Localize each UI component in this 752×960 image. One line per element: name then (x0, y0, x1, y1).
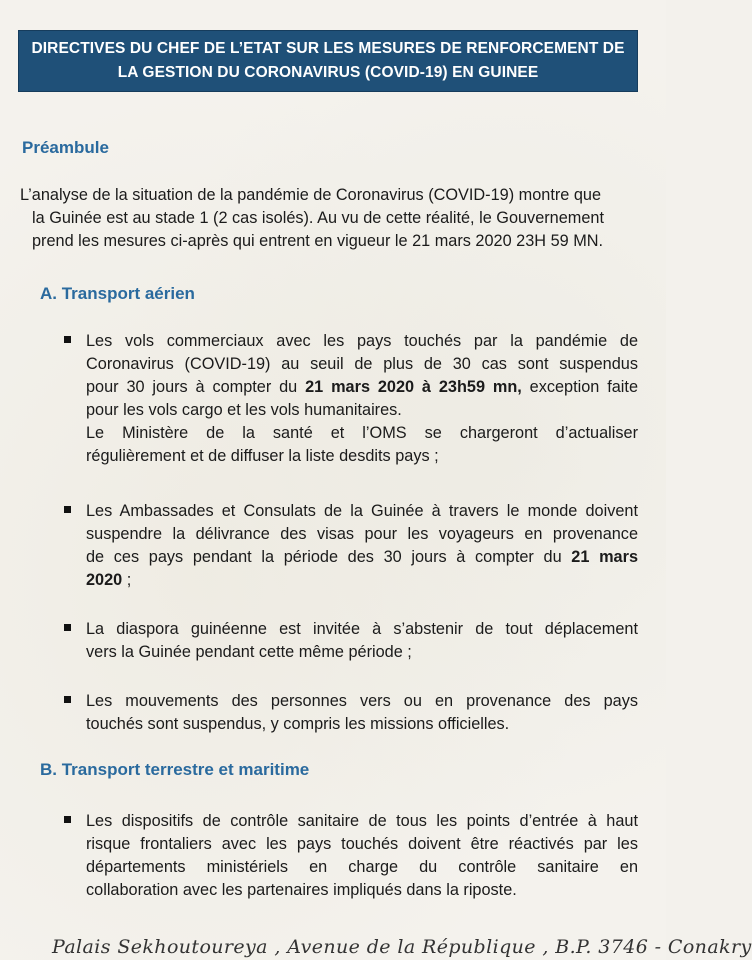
text-segment: exception faite (521, 378, 638, 396)
list-item-line: Les dispositifs de contrôle sanitaire de tous les points d’entrée à haut (86, 812, 638, 830)
list-item (86, 690, 638, 736)
list-item-line: Les mouvements des personnes vers ou en provenance des pays (86, 692, 638, 710)
text-segment: de ces pays pendant la période des 30 jours à compter du (86, 548, 572, 566)
list-item (86, 810, 638, 902)
footer-address: Palais Sekhoutoureya , Avenue de la République , B.P. 3746 - Conakry (52, 936, 752, 958)
bullet-icon (64, 624, 71, 631)
list-item-line: Coronavirus (COVID-19) au seuil de plus de 30 cas sont suspendus (86, 355, 638, 373)
list-item-line: vers la Guinée pendant cette même période ; (86, 643, 412, 661)
preambule-heading: Préambule (22, 138, 109, 157)
preambule-paragraph (20, 184, 654, 253)
section-b-heading: B. Transport terrestre et maritime (40, 760, 310, 779)
list-item-line: départements ministériels en charge du contrôle sanitaire en (86, 858, 638, 876)
list-item (86, 618, 638, 664)
list-item-line: pour les vols cargo et les vols humanitaires. (86, 401, 402, 419)
title-line-2: LA GESTION DU CORONAVIRUS (COVID-19) EN GUINEE (117, 64, 539, 81)
preambule-line: prend les mesures ci-après qui entrent en vigueur le 21 mars 2020 23H 59 MN. (32, 232, 604, 250)
preambule-line: L’analyse de la situation de la pandémie de Coronavirus (COVID-19) montre que (20, 186, 602, 204)
list-item-line: Les Ambassades et Consulats de la Guinée à travers le monde doivent (86, 502, 638, 520)
list-item-line (86, 376, 638, 399)
date-emphasis: 21 mars 2020 à 23h59 mn, (305, 378, 522, 396)
bullet-icon (64, 816, 71, 823)
list-item (86, 330, 638, 468)
list-item-line: régulièrement et de diffuser la liste desdits pays ; (86, 447, 439, 465)
bullet-icon (64, 506, 71, 513)
bullet-icon (64, 336, 71, 343)
list-item-line (86, 569, 638, 592)
list-item-line: collaboration avec les partenaires impliqués dans la riposte. (86, 881, 517, 899)
date-emphasis: 2020 (86, 571, 123, 589)
list-item-line: risque frontaliers avec les pays touchés doivent être réactivés par les (86, 835, 638, 853)
list-item-line (86, 546, 638, 569)
list-item-line: La diaspora guinéenne est invitée à s’abstenir de tout déplacement (86, 620, 638, 638)
bullet-icon (64, 696, 71, 703)
date-emphasis: 21 mars (571, 548, 638, 566)
list-item (86, 500, 638, 592)
list-item-line: suspendre la délivrance des visas pour les voyageurs en provenance (86, 525, 638, 543)
list-item-line: touchés sont suspendus, y compris les missions officielles. (86, 715, 510, 733)
preambule-line: la Guinée est au stade 1 (2 cas isolés). Au vu de cette réalité, le Gouvernement (32, 209, 604, 227)
section-a-heading: A. Transport aérien (40, 284, 195, 303)
list-item-line: Le Ministère de la santé et l’OMS se chargeront d’actualiser (86, 424, 638, 442)
text-segment: pour 30 jours à compter du (86, 378, 306, 396)
list-item-line: Les vols commerciaux avec les pays touchés par la pandémie de (86, 332, 638, 350)
text-segment: ; (122, 571, 132, 589)
title-banner (18, 30, 638, 92)
title-line-1: DIRECTIVES DU CHEF DE L’ETAT SUR LES MESURES DE RENFORCEMENT DE (31, 40, 625, 57)
